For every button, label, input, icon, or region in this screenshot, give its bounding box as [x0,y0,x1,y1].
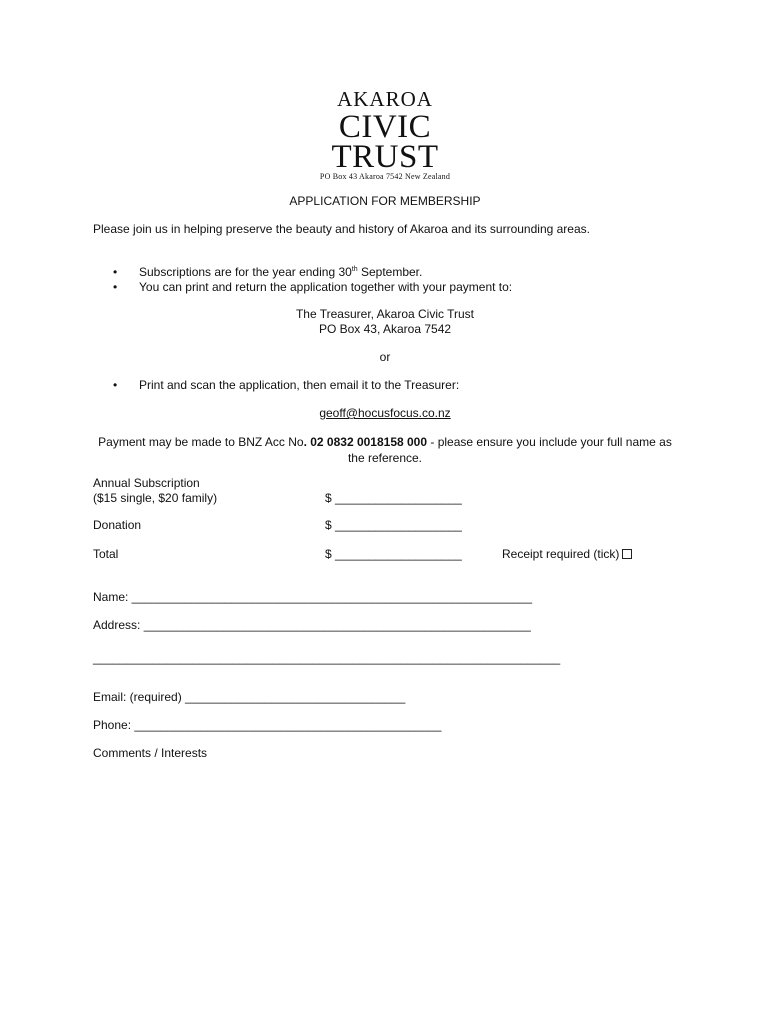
annual-rates: ($15 single, $20 family) [93,491,218,505]
name-field[interactable]: Name: ____________________________________________________________ [93,590,533,604]
bullet-subscription [113,265,422,279]
logo-civic: CIVIC [338,109,432,145]
payment-account: 02 0832 0018158 000 [310,435,428,449]
or-separator: or [379,350,391,364]
postal-name: The Treasurer, Akaroa Civic Trust [295,307,475,321]
bullet-subscription-end: September. [357,265,423,279]
payment-post: - please ensure you include your full name as the reference. [347,435,672,465]
total-amount-field[interactable]: $ ___________________ [325,547,462,561]
bullet-icon: • [113,378,118,392]
logo-akaroa: AKAROA [337,87,433,111]
receipt-checkbox[interactable] [622,549,632,559]
logo-trust: TRUST [331,139,439,175]
intro-text: Please join us in helping preserve the beauty and history of Akaroa and its surrounding areas. [93,222,590,236]
ordinal-suffix: th [351,266,358,273]
bullet-print-return-text: You can print and return the application together with your payment to: [139,280,513,294]
comments-label: Comments / Interests [93,746,208,760]
total-label: Total [93,547,119,561]
phone-field[interactable]: Phone: ______________________________________________ [93,718,442,732]
annual-amount-field[interactable]: $ ___________________ [325,491,462,505]
address-field[interactable]: Address: __________________________________________________________ [93,618,531,632]
postal-box: PO Box 43, Akaroa 7542 [318,322,452,336]
address-field-line2[interactable]: ______________________________________________________________________ [93,651,561,665]
email-field[interactable]: Email: (required) _________________________________ [93,690,406,704]
payment-pre: Payment may be made to BNZ Acc No [98,435,304,449]
annual-label: Annual Subscription [93,476,200,490]
form-title: APPLICATION FOR MEMBERSHIP [289,194,481,208]
receipt-label: Receipt required (tick) [502,547,620,561]
treasurer-email-link[interactable]: geoff@hocusfocus.co.nz [319,406,451,420]
payment-instructions [90,434,680,466]
bullet-print-return [113,280,512,294]
donation-label: Donation [93,518,142,532]
bullet-email-text: Print and scan the application, then email it to the Treasurer: [139,378,460,392]
bullet-subscription-text: Subscriptions are for the year ending 30 [139,265,352,279]
receipt-required [502,547,632,561]
donation-amount-field[interactable]: $ ___________________ [325,518,462,532]
bullet-icon: • [113,265,118,279]
bullet-email [113,378,459,392]
bullet-icon: • [113,280,118,294]
email-row [0,406,770,420]
letterhead-address: PO Box 43 Akaroa 7542 New Zealand [319,172,451,181]
payment-dot: . [303,435,311,449]
